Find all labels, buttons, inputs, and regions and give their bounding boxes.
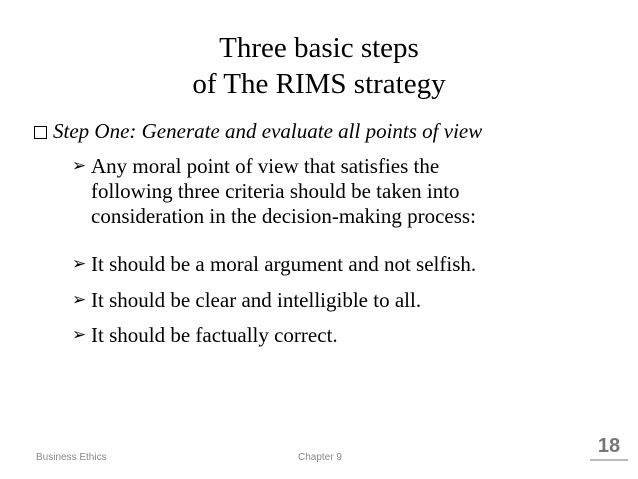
footer-left: Business Ethics [36,452,107,463]
intro-line-2: following three criteria should be taken into [91,179,460,203]
bullet-intro [72,154,476,229]
slide-title-line-1: Three basic steps [219,32,419,64]
arrow-right-icon: ➢ [72,156,87,176]
arrow-right-icon: ➢ [72,325,87,345]
slide-title-line-2: of The RIMS strategy [192,68,446,100]
arrow-right-icon: ➢ [72,254,87,274]
intro-line-3: consideration in the decision-making process: [91,204,476,228]
step-one-text: Step One: Generate and evaluate all points of view [53,119,483,143]
bullet-criterion-2 [72,288,421,313]
intro-text [91,154,476,229]
criterion-3-text: It should be factually correct. [91,323,338,347]
bullet-step-one [34,118,482,144]
criterion-2-text: It should be clear and intelligible to all. [91,288,422,312]
slide-title [0,30,638,102]
hollow-square-icon [34,126,47,139]
criterion-1-text: It should be a moral argument and not selfish. [91,252,477,276]
bullet-criterion-3 [72,323,338,348]
footer-center: Chapter 9 [298,452,342,463]
arrow-right-icon: ➢ [72,290,87,310]
intro-line-1: Any moral point of view that satisfies the [91,154,440,178]
bullet-criterion-1 [72,252,476,277]
page-number: 18 [590,433,628,461]
